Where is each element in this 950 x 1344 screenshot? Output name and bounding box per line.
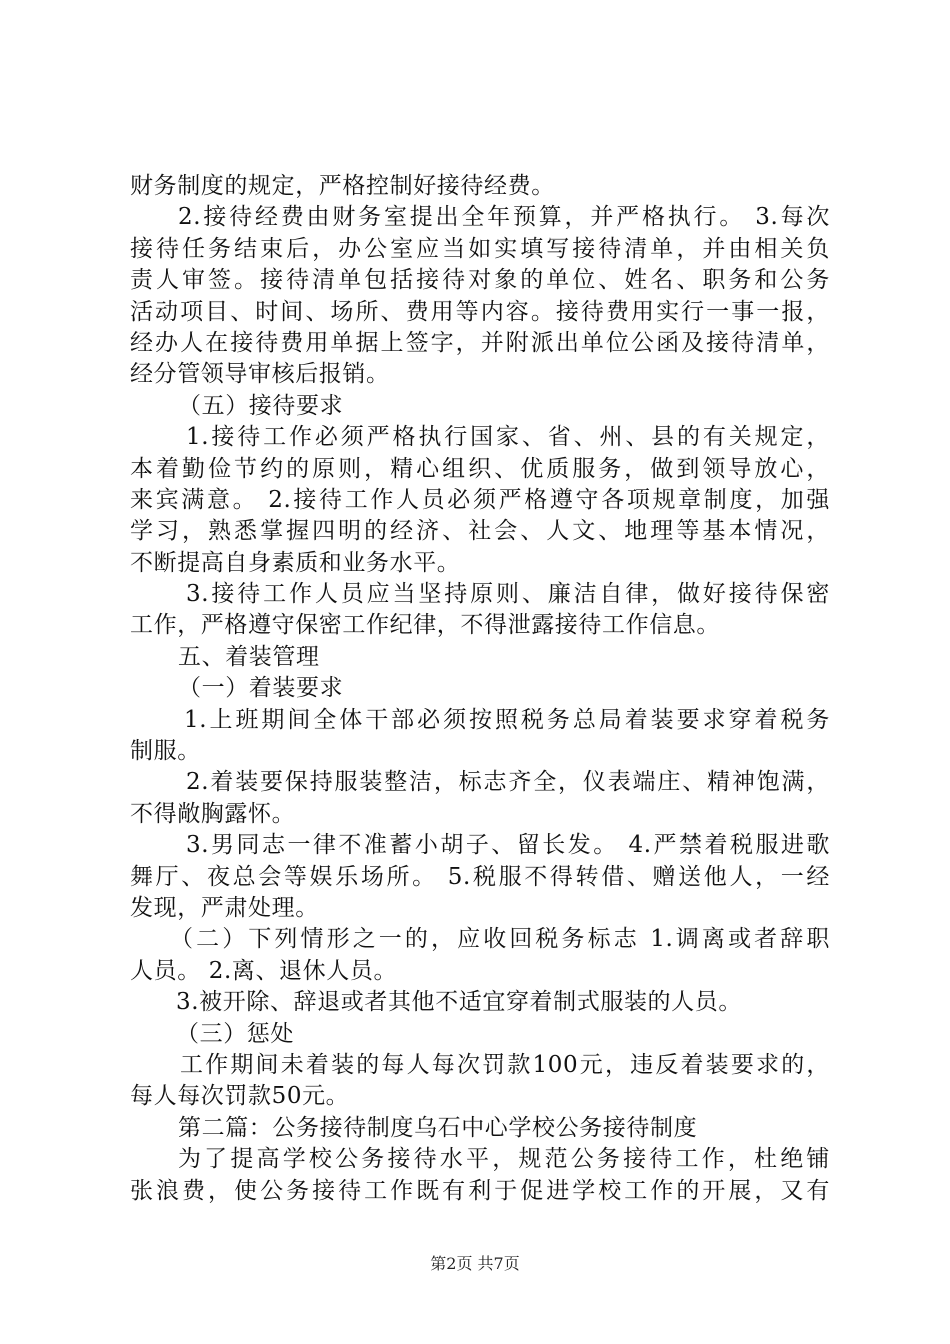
text-line: （五）接待要求 (178, 392, 344, 419)
text-line: 3.接待工作人员应当坚持原则、廉洁自律，做好接待保密 (186, 581, 830, 608)
text-line: 五、着装管理 (178, 643, 320, 670)
text-line: 2.接待经费由财务室提出全年预算，并严格执行。 3.每次 (178, 204, 830, 231)
text-line: 本着勤俭节约的原则，精心组织、优质服务，做到领导放心， (130, 455, 830, 482)
text-line: （三）惩处 (176, 1020, 294, 1047)
document-body (130, 171, 830, 1207)
text-line: （二）下列情形之一的，应收回税务标志 1.调离或者辞职 (170, 926, 830, 953)
text-line: 财务制度的规定，严格控制好接待经费。 (130, 173, 555, 199)
text-line: 经办人在接待费用单据上签字，并附派出单位公函及接待清单， (130, 329, 830, 356)
text-line: 工作期间未着装的每人每次罚款100元，违反着装要求的， (180, 1051, 830, 1078)
text-line: 责人审签。接待清单包括接待对象的单位、姓名、职务和公务 (130, 267, 830, 294)
text-line: 学习，熟悉掌握四明的经济、社会、人文、地理等基本情况， (130, 518, 830, 545)
text-line: 第二篇：公务接待制度乌石中心学校公务接待制度 (178, 1114, 698, 1141)
text-line: 3.被开除、辞退或者其他不适宜穿着制式服装的人员。 (176, 989, 742, 1016)
text-line: 人员。 2.离、退休人员。 (130, 957, 398, 984)
text-line: 舞厅、夜总会等娱乐场所。 5.税服不得转借、赠送他人，一经 (130, 863, 830, 890)
text-line: 每人每次罚款50元。 (130, 1083, 350, 1110)
text-line: 经分管领导审核后报销。 (130, 361, 390, 388)
text-line: 1.上班期间全体干部必须按照税务总局着装要求穿着税务 (184, 706, 830, 733)
text-line: 2.着装要保持服装整洁，标志齐全，仪表端庄、精神饱满， (186, 769, 830, 796)
text-line: 发现，严肃处理。 (130, 894, 319, 921)
text-line: 活动项目、时间、场所、费用等内容。接待费用实行一事一报， (130, 298, 830, 325)
text-line: 接待任务结束后，办公室应当如实填写接待清单，并由相关负 (130, 235, 830, 262)
text-line: 张浪费，使公务接待工作既有利于促进学校工作的开展，又有 (130, 1177, 830, 1204)
text-line: 不得敞胸露怀。 (130, 800, 296, 827)
page-footer: 第2页 共7页 (430, 1254, 520, 1273)
text-line: （一）着装要求 (178, 675, 344, 702)
text-line: 制服。 (130, 738, 201, 765)
text-line: 3.男同志一律不准蓄小胡子、留长发。 4.严禁着税服进歌 (186, 832, 830, 859)
text-line: 为了提高学校公务接待水平，规范公务接待工作，杜绝铺 (178, 1146, 830, 1173)
text-line: 来宾满意。 2.接待工作人员必须严格遵守各项规章制度，加强 (130, 486, 830, 513)
text-line: 1.接待工作必须严格执行国家、省、州、县的有关规定， (186, 424, 830, 451)
text-line: 工作，严格遵守保密工作纪律，不得泄露接待工作信息。 (130, 612, 720, 639)
text-line: 不断提高自身素质和业务水平。 (130, 549, 461, 576)
